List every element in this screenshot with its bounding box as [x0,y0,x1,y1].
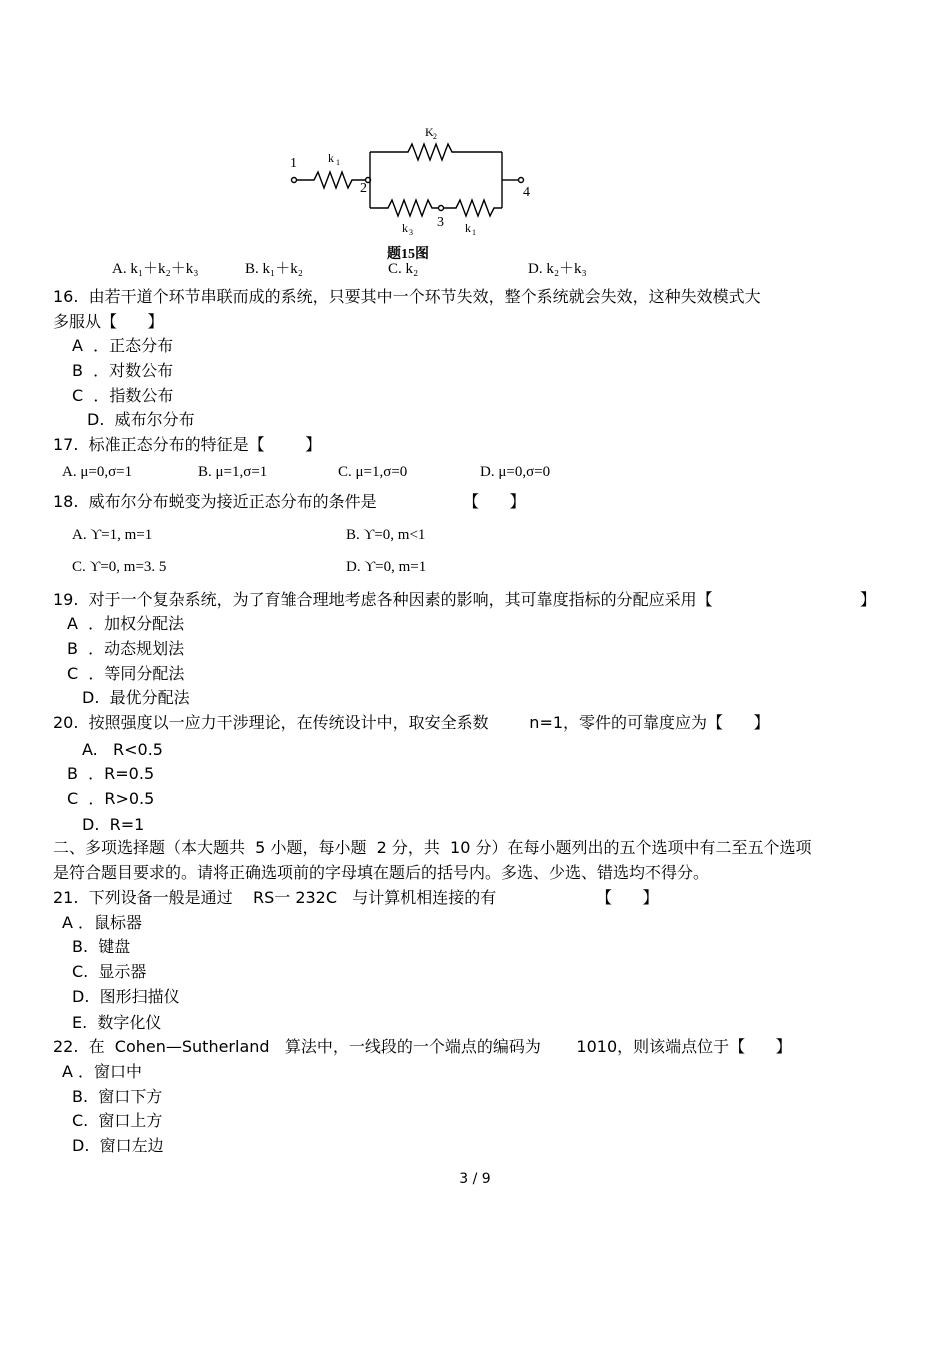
svg-text:1: 1 [472,228,476,237]
q18-bracket: 【 】 [463,492,526,511]
q18-option-c: C. ϒ=0, m=3. 5 [72,559,167,575]
q19-bracket-close: 】 [860,590,877,609]
q15-option-b: B. k₁＋k₂ [245,261,303,277]
q21-option-a: A ．鼠标器 [62,913,143,932]
q15-option-c: C. k₂ [388,261,419,277]
q22-option-b: B. 窗口下方 [72,1087,163,1106]
q19-option-d: D. 最优分配法 [82,688,190,707]
spring-k2 [370,144,502,160]
q20-option-b: B ．R=0.5 [67,764,155,783]
q16-option-b: B ．对数公布 [72,361,174,380]
q21-option-c: C. 显示器 [72,962,147,981]
spring-k1 [297,172,366,188]
q17-option-d: D. μ=0,σ=0 [480,464,551,480]
svg-text:k: k [328,151,334,165]
node-3 [439,206,444,211]
node-4 [519,178,524,183]
spring-k1-lower [444,200,502,216]
q21-stem: 21. 下列设备一般是通过 RS一 232C 与计算机相连接的有 [53,888,497,907]
svg-text:K: K [425,125,434,139]
q18-stem: 18. 威布尔分布蜕变为接近正态分布的条件是 [53,492,377,511]
q16-option-d: D. 威布尔分布 [87,410,195,429]
q22-option-a: A ．窗口中 [62,1062,143,1081]
svg-text:2: 2 [433,132,437,141]
svg-text:3: 3 [437,215,444,230]
node-1 [292,178,297,183]
q19-option-a: A ．加权分配法 [67,614,185,633]
q16-stem-line1: 16. 由若干道个环节串联而成的系统，只要其中一个环节失效，整个系统就会失效，这种失效模式大 [53,287,761,306]
q21-option-e: E. 数字化仪 [72,1013,162,1032]
spring-k3 [370,200,438,216]
q19-option-c: C ．等同分配法 [67,664,185,683]
svg-text:4: 4 [523,185,530,200]
q22-option-c: C. 窗口上方 [72,1111,163,1130]
section2-line2: 是符合题目要求的。请将正确选项前的字母填在题后的括号内。多选、少选、错选均不得分。 [53,863,710,882]
q22-option-d: D. 窗口左边 [72,1136,164,1155]
q17-stem: 17. 标准正态分布的特征是【 】 [53,435,322,454]
svg-text:k: k [402,221,408,235]
q16-stem-line2: 多服从【 】 [53,312,164,331]
q21-option-d: D. 图形扫描仪 [72,987,180,1006]
svg-text:k: k [465,221,471,235]
svg-text:3: 3 [409,228,413,237]
q20-option-c: C ．R>0.5 [67,789,155,808]
q16-option-c: C ．指数公布 [72,386,174,405]
svg-text:1: 1 [336,158,340,167]
q17-option-b: B. μ=1,σ=1 [198,464,268,480]
q18-option-d: D. ϒ=0, m=1 [346,559,427,575]
q16-option-a: A ．正态分布 [72,336,174,355]
q20-option-d: D. R=1 [82,815,145,834]
q17-option-c: C. μ=1,σ=0 [338,464,408,480]
q21-option-b: B. 键盘 [72,937,131,956]
q19-stem: 19. 对于一个复杂系统，为了育雏合理地考虑各种因素的影响，其可靠度指标的分配应采用【 [53,590,713,609]
svg-text:2: 2 [360,181,367,196]
q22-stem: 22. 在 Cohen—Sutherland 算法中，一线段的一个端点的编码为 1010，则该端点位于【 】 [53,1037,792,1056]
q15-option-a: A. k₁＋k₂＋k₃ [112,261,199,277]
q21-bracket: 【 】 [596,888,659,907]
q19-option-b: B ．动态规划法 [67,639,185,658]
section2-line1: 二、多项选择题（本大题共 5 小题，每小题 2 分，共 10 分）在每小题列出的五个选项中有二至五个选项 [53,838,812,857]
q15-option-d: D. k₂＋k₃ [528,261,587,277]
spring-system-figure [280,120,580,262]
q20-option-a: A. R<0.5 [82,740,163,759]
q18-option-b: B. ϒ=0, m<1 [346,527,426,543]
page-number: 3 / 9 [459,1171,491,1187]
q17-option-a: A. μ=0,σ=1 [62,464,133,480]
svg-text:1: 1 [290,156,297,171]
q20-stem: 20. 按照强度以一应力干涉理论，在传统设计中，取安全系数 n=1，零件的可靠度应为【 】 [53,713,770,732]
q18-option-a: A. ϒ=1, m=1 [72,527,153,543]
figure-caption: 题15图 [387,247,429,262]
